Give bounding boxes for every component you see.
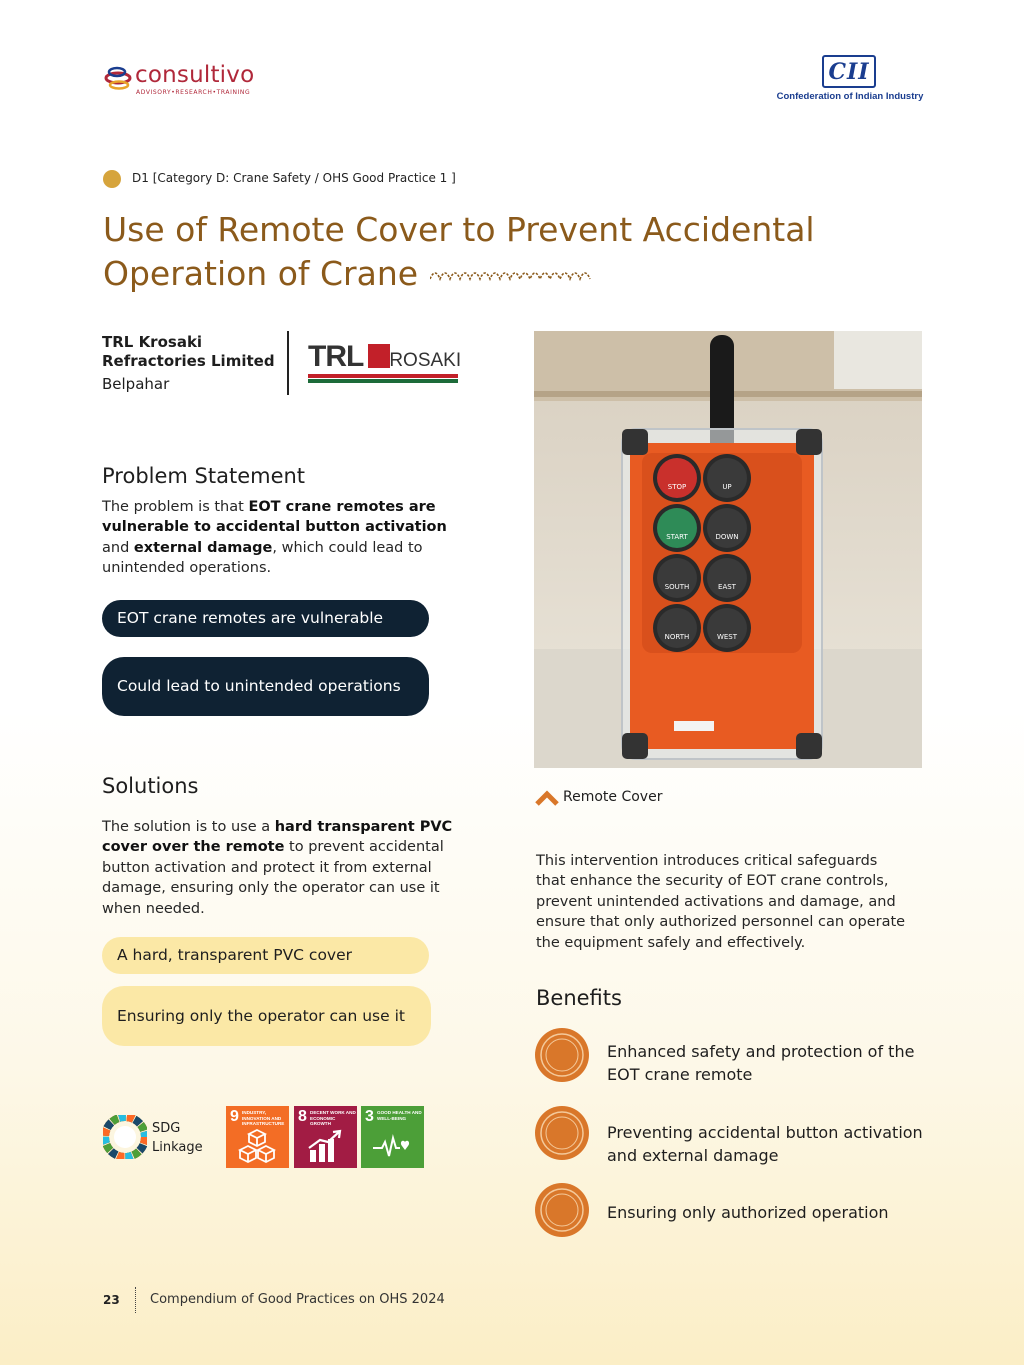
intervention-text: This intervention introduces critical safeguards that enhance the security of EOT crane controls, prevent unintended activations and damage, and ensure that only authorized personnel can operate the equipment safely and effectively.	[536, 853, 906, 951]
problem-pill-1: EOT crane remotes are vulnerable	[102, 600, 429, 637]
company-block	[102, 333, 277, 394]
logo-text-trl: TRL	[308, 340, 364, 373]
photo-caption: Remote Cover	[563, 789, 663, 805]
sdg-tile-3: 3 GOOD HEALTH AND WELL-BEING	[361, 1106, 424, 1168]
remote-button	[653, 554, 701, 602]
consultivo-logo	[103, 60, 263, 100]
logo-red-bar	[308, 374, 458, 378]
benefit-circle-icon	[534, 1105, 590, 1161]
solutions-text: The solution is to use a hard transparent PVC cover over the remote to prevent accidental button activation and protect it from external damage, ensuring only the operator can use it when needed.	[102, 819, 453, 917]
benefits-heading: Benefits	[536, 986, 622, 1010]
cii-mark: CII	[822, 55, 876, 88]
solution-pill-1: A hard, transparent PVC cover	[102, 937, 429, 974]
company-location: Belpahar	[102, 375, 170, 393]
trl-krosaki-logo	[308, 340, 460, 388]
solution-pill-2: Ensuring only the operator can use it	[102, 986, 431, 1046]
cii-name: Confederation of Indian Industry	[776, 91, 924, 102]
button-label: WEST	[716, 633, 738, 641]
button-label: START	[666, 533, 688, 541]
logo-text-rosaki: ROSAKI	[389, 350, 462, 371]
button-label: UP	[722, 483, 732, 491]
cii-logo	[776, 55, 924, 105]
button-label: EAST	[718, 583, 736, 591]
remote-button	[653, 504, 701, 552]
remote-button	[703, 454, 751, 502]
footer-divider	[135, 1287, 136, 1313]
category-dot-icon	[103, 170, 121, 188]
button-label: NORTH	[664, 633, 690, 641]
title-line-1: Use of Remote Cover to Prevent Accidental	[103, 210, 815, 249]
title-line-2: Operation of Crane	[103, 254, 419, 293]
heartbeat-icon	[373, 1128, 411, 1164]
solutions-heading: Solutions	[102, 774, 199, 798]
company-name-line-2: Refractories Limited	[102, 352, 275, 370]
benefit-circle-icon	[534, 1182, 590, 1238]
sdg-tile-8: 8 DECENT WORK AND ECONOMIC GROWTH	[294, 1106, 357, 1168]
consultivo-wordmark: consultivo	[135, 62, 255, 88]
sdg-wheel-icon	[103, 1115, 147, 1159]
consultivo-tagline: ADVISORY•RESEARCH•TRAINING	[136, 89, 251, 96]
remote-illustration	[534, 331, 922, 768]
problem-heading: Problem Statement	[102, 464, 306, 488]
chevron-up-icon	[535, 789, 559, 807]
category-label: D1 [Category D: Crane Safety / OHS Good Practice 1 ]	[132, 171, 456, 185]
remote-cover-photo	[534, 331, 922, 768]
company-name-line-1: TRL Krosaki	[102, 333, 203, 351]
sdg-label: SDG Linkage	[152, 1121, 203, 1155]
problem-pill-2: Could lead to unintended operations	[102, 657, 429, 716]
company-divider	[287, 331, 289, 395]
sdg-tile-9: 9 INDUSTRY, INNOVATION AND INFRASTRUCTURE	[226, 1106, 289, 1168]
remote-button	[703, 504, 751, 552]
cubes-icon	[238, 1128, 276, 1164]
page-number: 23	[103, 1293, 120, 1307]
footer-title: Compendium of Good Practices on OHS 2024	[150, 1292, 445, 1307]
remote-button	[653, 604, 701, 652]
button-label: STOP	[667, 483, 687, 491]
squiggle-decoration-icon	[430, 265, 596, 285]
benefit-item-3: Ensuring only authorized operation	[607, 1203, 889, 1222]
remote-button	[653, 454, 701, 502]
growth-chart-icon	[306, 1128, 344, 1164]
problem-text: The problem is that EOT crane remotes are vulnerable to accidental button activation and external damage, which could lead to unintended operations.	[102, 499, 447, 577]
consultivo-swirl-icon	[103, 62, 133, 92]
button-label: DOWN	[715, 533, 739, 541]
benefit-item-1: Enhanced safety and protection of the EOT crane remote	[607, 1042, 915, 1084]
button-label: SOUTH	[664, 583, 690, 591]
remote-button	[703, 604, 751, 652]
remote-button	[703, 554, 751, 602]
benefit-circle-icon	[534, 1027, 590, 1083]
benefit-item-2: Preventing accidental button activation and external damage	[607, 1123, 923, 1165]
logo-green-bar	[308, 379, 458, 383]
